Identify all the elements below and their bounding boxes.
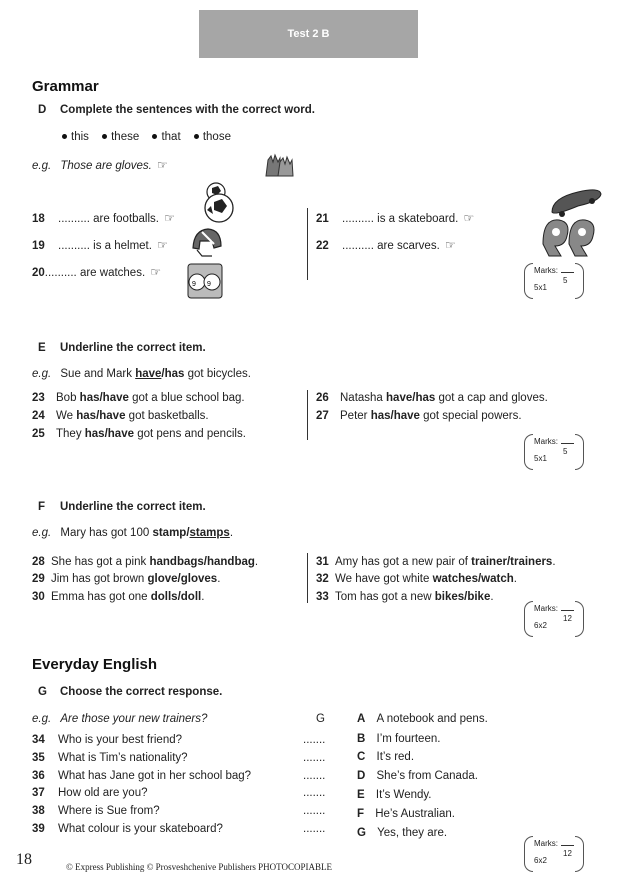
question-text: What is Tim’s nationality? (58, 752, 188, 764)
pointing-hand-icon: ☞ (444, 238, 456, 252)
question-number: 35 (32, 752, 45, 764)
question-text: .......... are footballs. (58, 213, 159, 225)
bullet-icon (152, 134, 157, 139)
marks-calc: 5x1 (534, 454, 547, 463)
answer-letter: E (357, 789, 365, 801)
marks-label: Marks: (534, 839, 558, 848)
word-option: these (111, 131, 140, 143)
eg-answer: G (316, 713, 325, 725)
question-21 (316, 211, 474, 225)
question-24 (32, 410, 209, 422)
answer-option-d (357, 770, 478, 782)
question-options[interactable]: has/have (76, 410, 126, 422)
question-text-pre: Bob (56, 392, 80, 404)
question-options[interactable]: has/have (370, 410, 420, 422)
question-text-pre: They (56, 428, 85, 440)
column-divider (307, 553, 308, 603)
test-title-box (199, 10, 418, 58)
question-text-post: got special powers. (419, 410, 522, 422)
question-number: 34 (32, 734, 45, 746)
eg-text-pre: Mary has got 100 (60, 527, 153, 539)
question-options[interactable]: dolls/doll (150, 591, 202, 603)
question-35 (32, 752, 188, 764)
answer-letter: F (357, 808, 365, 820)
question-31 (316, 556, 556, 568)
question-text-pre: She has got a pink (51, 556, 150, 568)
bullet-icon (62, 134, 67, 139)
question-options[interactable]: glove/gloves (147, 573, 218, 585)
task-f-letter: F (38, 501, 46, 513)
question-text-post: . (490, 591, 494, 603)
eg-label: e.g. (32, 160, 52, 172)
question-text-post: got basketballs. (125, 410, 209, 422)
question-text: How old are you? (58, 787, 148, 799)
answer-option-g (357, 827, 447, 839)
answer-letter: G (357, 827, 366, 839)
question-37 (32, 787, 148, 799)
question-number: 32 (316, 573, 329, 585)
question-39 (32, 823, 223, 835)
task-e-instruction: Underline the correct item. (60, 342, 206, 354)
question-number: 33 (316, 591, 329, 603)
answer-letter: D (357, 770, 366, 782)
task-e-letter: E (38, 342, 46, 354)
question-27 (316, 410, 522, 422)
answer-text: I’m fourteen. (376, 733, 441, 745)
grammar-title: Grammar (32, 78, 99, 95)
answer-option-b (357, 733, 440, 745)
column-divider (307, 208, 308, 280)
eg-label: e.g. (32, 713, 52, 725)
eg-label: e.g. (32, 368, 52, 380)
question-28 (32, 556, 258, 568)
question-number: 24 (32, 410, 45, 422)
marks-calc: 5x1 (534, 283, 547, 292)
question-text: Who is your best friend? (58, 734, 183, 746)
answer-text: It’s Wendy. (375, 789, 432, 801)
question-text-post: . (513, 573, 517, 585)
marks-box-g (524, 836, 584, 870)
answer-option-f (357, 808, 455, 820)
question-text-post: . (254, 556, 259, 568)
question-text-post: . (217, 573, 221, 585)
question-19 (32, 238, 168, 252)
watches-icon (184, 262, 226, 300)
question-options[interactable]: trainer/trainers (471, 556, 553, 568)
question-number: 28 (32, 556, 45, 568)
test-title: Test 2 B (287, 28, 330, 40)
question-text-post: . (201, 591, 205, 603)
question-number: 30 (32, 591, 45, 603)
pointing-hand-icon: ☞ (463, 211, 475, 225)
scarves-icon (537, 214, 603, 258)
question-text-post: got a blue school bag. (128, 392, 245, 404)
everyday-english-title: Everyday English (32, 656, 158, 673)
answer-blank[interactable]: ....... (303, 734, 326, 746)
task-g-letter: G (38, 686, 47, 698)
question-number: 23 (32, 392, 45, 404)
question-number: 38 (32, 805, 45, 817)
question-26 (316, 392, 548, 404)
task-g-instruction: Choose the correct response. (60, 686, 223, 698)
answer-option-a (357, 713, 488, 725)
example-g (32, 713, 207, 725)
eg-other-option: has (164, 368, 185, 380)
word-option: that (161, 131, 181, 143)
eg-label: e.g. (32, 527, 52, 539)
question-number: 29 (32, 573, 45, 585)
bullet-icon (194, 134, 199, 139)
question-text-pre: Peter (340, 410, 371, 422)
task-d-instruction: Complete the sentences with the correct word. (60, 104, 315, 116)
question-23 (32, 392, 245, 404)
question-36 (32, 770, 251, 782)
question-30 (32, 591, 204, 603)
question-32 (316, 573, 517, 585)
answer-text: He’s Australian. (375, 808, 455, 820)
question-text-pre: We have got white (335, 573, 433, 585)
svg-text:9: 9 (207, 281, 211, 288)
question-25 (32, 428, 246, 440)
marks-box-d (524, 263, 584, 297)
question-number: 25 (32, 428, 45, 440)
eg-text: Those are gloves. (60, 160, 152, 172)
question-text: .......... is a helmet. (58, 240, 152, 252)
question-38 (32, 805, 160, 817)
page-number: 18 (16, 851, 32, 868)
word-option: this (71, 131, 89, 143)
question-text-pre: Emma has got one (51, 591, 151, 603)
question-number: 39 (32, 823, 45, 835)
svg-text:9: 9 (192, 281, 196, 288)
question-number: 19 (32, 240, 45, 252)
eg-text-pre: Sue and Mark (60, 368, 136, 380)
eg-correct-option: stamps (189, 527, 230, 539)
question-number: 27 (316, 410, 329, 422)
question-29 (32, 573, 220, 585)
question-options[interactable]: has/have (79, 392, 129, 404)
question-text-post: got a cap and gloves. (435, 392, 548, 404)
eg-text-post: got bicycles. (184, 368, 251, 380)
question-34 (32, 734, 182, 746)
question-text: .......... are scarves. (342, 240, 440, 252)
pointing-hand-icon: ☞ (157, 238, 168, 252)
question-text: .......... are watches. (44, 267, 146, 279)
gloves-icon (262, 150, 296, 180)
pointing-hand-icon: ☞ (157, 158, 168, 172)
question-text-pre: Amy has got a new pair of (335, 556, 472, 568)
question-number: 21 (316, 213, 329, 225)
question-text-pre: Jim has got brown (51, 573, 148, 585)
answer-letter: A (357, 713, 366, 725)
question-22 (316, 238, 456, 252)
marks-label: Marks: (534, 266, 558, 275)
marks-label: Marks: (534, 604, 558, 613)
eg-other-option: stamp (152, 527, 187, 539)
marks-calc: 6x2 (534, 856, 547, 865)
question-options[interactable]: bikes/bike (434, 591, 491, 603)
question-options[interactable]: watches/watch (432, 573, 514, 585)
eg-separator: / (186, 527, 190, 539)
question-number: 36 (32, 770, 45, 782)
answer-letter: B (357, 733, 366, 745)
helmet-icon (190, 226, 224, 258)
question-text: What has Jane got in her school bag? (58, 770, 252, 782)
question-number: 26 (316, 392, 329, 404)
question-number: 31 (316, 556, 329, 568)
example-f (32, 527, 233, 539)
question-number: 37 (32, 787, 45, 799)
question-33 (316, 591, 494, 603)
answer-text: Yes, they are. (377, 827, 448, 839)
marks-label: Marks: (534, 437, 558, 446)
question-text: Where is Sue from? (58, 805, 160, 817)
column-divider (307, 390, 308, 440)
task-d-letter: D (38, 104, 47, 116)
question-options[interactable]: have/has (386, 392, 436, 404)
marks-total: 5 (563, 276, 568, 285)
answer-blank[interactable]: ....... (303, 805, 326, 817)
task-f-instruction: Underline the correct item. (60, 501, 206, 513)
answer-text: She’s from Canada. (376, 770, 478, 782)
football-icon (198, 180, 236, 226)
word-options (52, 131, 231, 143)
eg-correct-option: have (135, 368, 162, 380)
marks-total: 5 (563, 447, 568, 456)
question-text: What colour is your skateboard? (58, 823, 223, 835)
question-options[interactable]: handbags/handbag (149, 556, 255, 568)
example-d (32, 158, 168, 172)
footer-copyright: © Express Publishing © Prosveshchenive Publishers PHOTOCOPIABLE (66, 862, 333, 872)
question-text-pre: Natasha (340, 392, 387, 404)
question-number: 22 (316, 240, 329, 252)
question-text: .......... is a skateboard. (342, 213, 459, 225)
word-option: those (202, 131, 231, 143)
marks-total: 12 (563, 849, 572, 858)
answer-text: A notebook and pens. (376, 713, 488, 725)
answer-letter: C (357, 751, 366, 763)
answer-option-c (357, 751, 414, 763)
marks-calc: 6x2 (534, 621, 547, 630)
marks-box-f (524, 601, 584, 635)
question-20 (32, 265, 161, 279)
question-text-post: got pens and pencils. (134, 428, 246, 440)
question-text-pre: Tom has got a new (335, 591, 435, 603)
answer-text: It’s red. (376, 751, 415, 763)
eg-text: Are those your new trainers? (60, 713, 208, 725)
question-18 (32, 211, 175, 225)
pointing-hand-icon: ☞ (150, 265, 162, 279)
marks-box-e (524, 434, 584, 468)
eg-text-post: . (229, 527, 234, 539)
question-number: 20 (32, 267, 45, 279)
answer-blank[interactable]: ....... (303, 787, 326, 799)
answer-blank[interactable]: ....... (303, 770, 326, 782)
pointing-hand-icon: ☞ (164, 211, 175, 225)
answer-option-e (357, 789, 431, 801)
eg-separator: / (161, 368, 165, 380)
answer-blank[interactable]: ....... (303, 823, 326, 835)
answer-blank[interactable]: ....... (303, 752, 326, 764)
question-options[interactable]: has/have (84, 428, 134, 440)
example-e (32, 368, 251, 380)
marks-total: 12 (563, 614, 572, 623)
bullet-icon (102, 134, 107, 139)
question-number: 18 (32, 213, 45, 225)
question-text-pre: We (56, 410, 77, 422)
question-text-post: . (552, 556, 556, 568)
